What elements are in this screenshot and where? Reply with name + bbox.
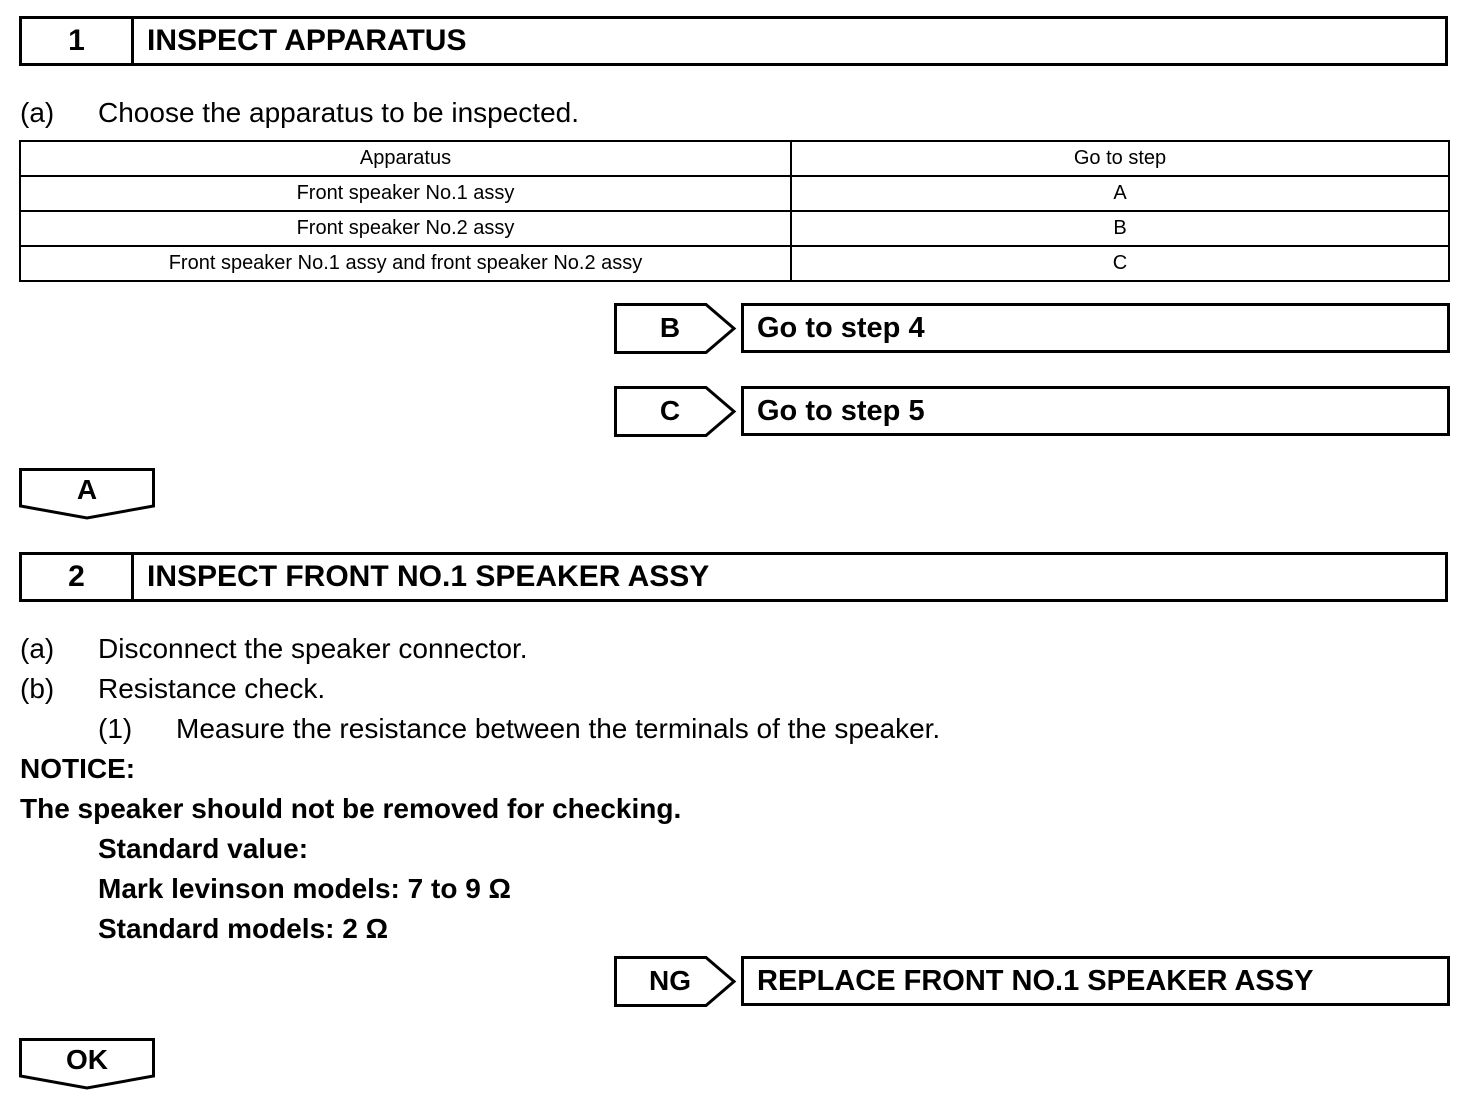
table-cell-apparatus: Front speaker No.1 assy: [20, 176, 791, 211]
apparatus-table: [19, 140, 1450, 282]
continue-tag-label: OK: [66, 1044, 108, 1075]
step-1-number: 1: [22, 19, 134, 63]
branch-b: [614, 303, 1450, 355]
step-2-instruction-a: [20, 632, 528, 666]
step-2-instruction-b: [20, 672, 325, 706]
instruction-label: (a): [20, 97, 55, 128]
instruction-text: Measure the resistance between the terminals of the speaker.: [176, 713, 941, 744]
step-1-title: INSPECT APPARATUS: [147, 24, 467, 57]
step-2-instruction-1: [98, 712, 940, 746]
instruction-text: Resistance check.: [98, 673, 326, 704]
instruction-text: Disconnect the speaker connector.: [98, 633, 528, 664]
continue-tag-a: [19, 468, 157, 522]
branch-c: [614, 386, 1450, 438]
instruction-text: Choose the apparatus to be inspected.: [98, 97, 580, 128]
branch-code: B: [659, 312, 681, 343]
branch-code: NG: [649, 965, 691, 996]
table-cell-step: B: [791, 211, 1449, 246]
branch-ng: [614, 956, 1450, 1008]
table-cell-step: A: [791, 176, 1449, 211]
table-row: [20, 246, 1449, 281]
notice-text: The speaker should not be removed for checking.: [20, 793, 682, 824]
table-header-row: [20, 141, 1449, 176]
continue-tag-label: A: [76, 474, 98, 505]
standard-value-mark-levinson: Mark levinson models: 7 to 9 Ω: [98, 873, 511, 904]
step-1-header: [19, 16, 1448, 66]
branch-result-box: REPLACE FRONT NO.1 SPEAKER ASSY: [741, 956, 1450, 1006]
instruction-label: (b): [20, 673, 55, 704]
standard-value-standard-models: Standard models: 2 Ω: [98, 913, 389, 944]
branch-result-box: Go to step 4: [741, 303, 1450, 353]
step-2-header: [19, 552, 1448, 602]
table-cell-apparatus: Front speaker No.2 assy: [20, 211, 791, 246]
standard-value-label: Standard value:: [98, 833, 309, 864]
step-1-instruction-a: [20, 96, 579, 130]
table-header-go-to-step: Go to step: [791, 141, 1449, 176]
table-cell-apparatus: Front speaker No.1 assy and front speaker No.2 assy: [20, 246, 791, 281]
table-header-apparatus: Apparatus: [20, 141, 791, 176]
branch-code: C: [659, 395, 681, 426]
table-row: [20, 176, 1449, 211]
instruction-label: (1): [98, 713, 133, 744]
branch-result-box: Go to step 5: [741, 386, 1450, 436]
notice-label: NOTICE:: [20, 753, 136, 784]
instruction-label: (a): [20, 633, 55, 664]
table-row: [20, 211, 1449, 246]
continue-tag-ok: [19, 1038, 157, 1092]
step-2-title: INSPECT FRONT NO.1 SPEAKER ASSY: [147, 560, 710, 593]
table-cell-step: C: [791, 246, 1449, 281]
step-2-number: 2: [22, 555, 134, 599]
